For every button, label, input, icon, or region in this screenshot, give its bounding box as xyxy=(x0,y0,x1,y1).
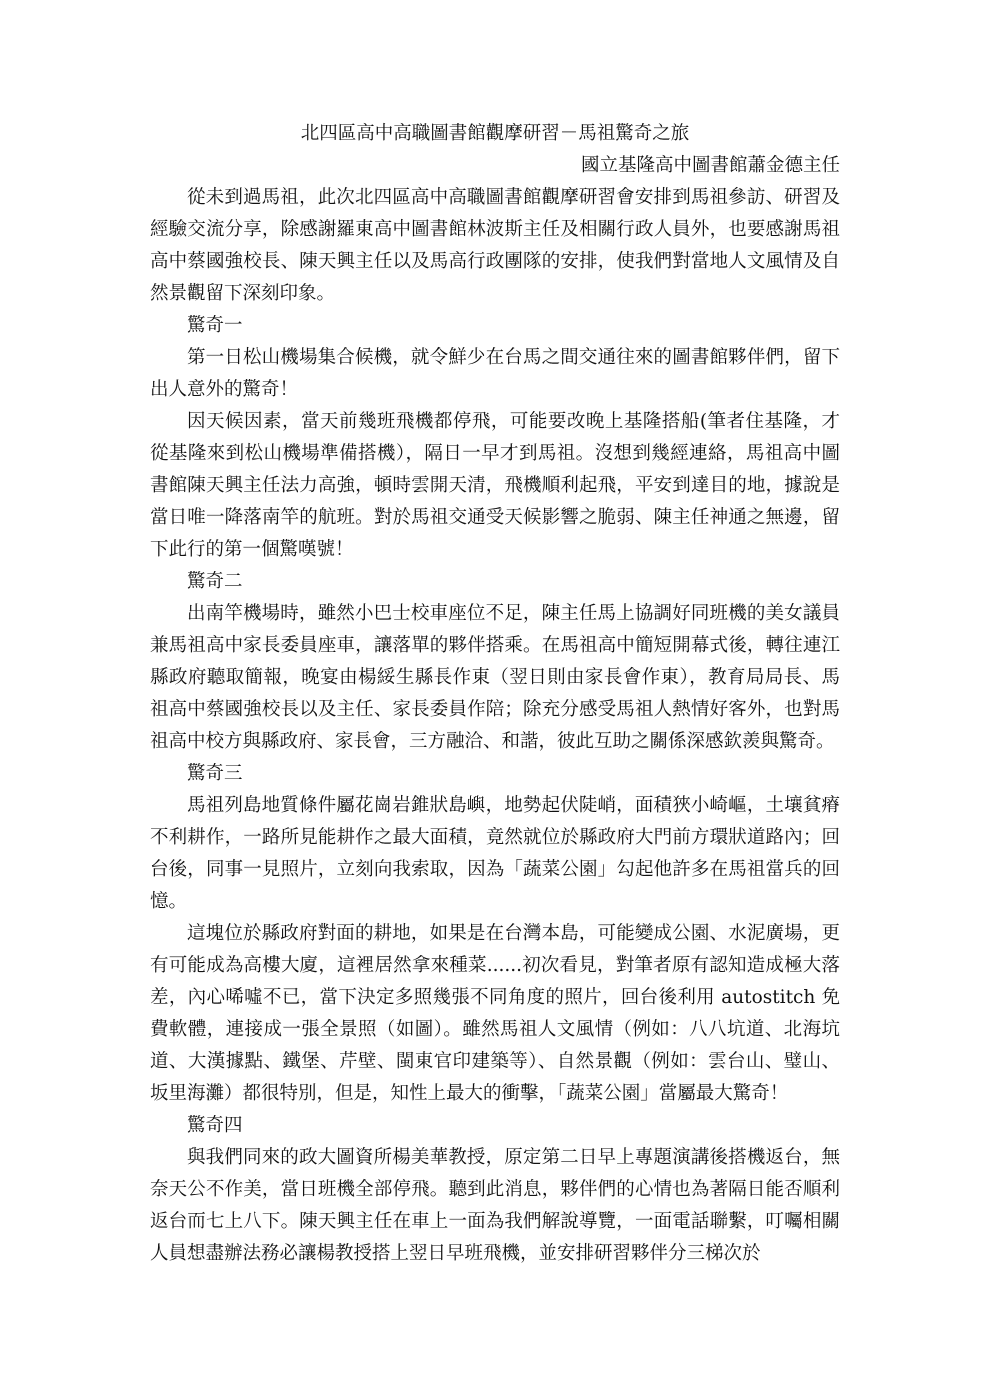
section-3-paragraph-2: 這塊位於縣政府對面的耕地，如果是在台灣本島，可能變成公園、水泥廣場，更有可能成為高樓大廈，這裡居然拿來種菜......初次看見，對筆者原有認知造成極大落差，內心唏噓不已，當下決定多照幾張不同角度的照片，回台後利用 autostitch 免費軟體，連接成一張全景照（如圖）。雖然馬祖人文風情（例如：八八坑道、北海坑道、大漢據點、鐵堡、芹壁、閩東官印建築等）、自然景觀（例如：雲台山、璧山、坂里海灘）都很特別，但是，知性上最大的衝擊，「蔬菜公園」當屬最大驚奇！ xyxy=(150,923,840,1104)
section-3-paragraph-1: 馬祖列島地質條件屬花崗岩錐狀島嶼，地勢起伏陡峭，面積狹小崎嶇，土壤貧瘠不利耕作，一路所見能耕作之最大面積，竟然就位於縣政府大門前方環狀道路內；回台後，同事一見照片，立刻向我索取，因為「蔬菜公園」勾起他許多在馬祖當兵的回憶。 xyxy=(150,795,840,912)
document-page xyxy=(150,118,840,1270)
section-1-paragraph-2: 因天候因素，當天前幾班飛機都停飛，可能要改晚上基隆搭船(筆者住基隆，才從基隆來到松山機場準備搭機），隔日一早才到馬祖。沒想到幾經連絡，馬祖高中圖書館陳天興主任法力高強，頓時雲開天清，飛機順利起飛，平安到達目的地，據說是當日唯一降落南竿的航班。對於馬祖交通受天候影響之脆弱、陳主任神通之無邊，留下此行的第一個驚嘆號！ xyxy=(150,411,840,560)
section-heading-1: 驚奇一 xyxy=(187,315,243,336)
section-2-paragraph-1: 出南竿機場時，雖然小巴士校車座位不足，陳主任馬上協調好同班機的美女議員兼馬祖高中家長委員座車，讓落單的夥伴搭乘。在馬祖高中簡短開幕式後，轉往連江縣政府聽取簡報，晚宴由楊綏生縣長作東（翌日則由家長會作東），教育局局長、馬祖高中蔡國強校長以及主任、家長委員作陪；除充分感受馬祖人熱情好客外，也對馬祖高中校方與縣政府、家長會，三方融洽、和諧，彼此互助之關係深感欽羨與驚奇。 xyxy=(150,603,840,752)
section-1-paragraph-1: 第一日松山機場集合候機，就令鮮少在台馬之間交通往來的圖書館夥伴們，留下出人意外的驚奇！ xyxy=(150,347,840,400)
author-line: 國立基隆高中圖書館蕭金德主任 xyxy=(580,155,840,176)
intro-paragraph: 從未到過馬祖，此次北四區高中高職圖書館觀摩研習會安排到馬祖參訪、研習及經驗交流分享，除感謝羅東高中圖書館林波斯主任及相關行政人員外，也要感謝馬祖高中蔡國強校長、陳天興主任以及馬高行政團隊的安排，使我們對當地人文風情及自然景觀留下深刻印象。 xyxy=(150,187,840,304)
document-title: 北四區高中高職圖書館觀摩研習－馬祖驚奇之旅 xyxy=(300,123,690,144)
section-heading-4: 驚奇四 xyxy=(187,1115,243,1136)
section-heading-3: 驚奇三 xyxy=(187,763,243,784)
section-heading-2: 驚奇二 xyxy=(187,571,243,592)
section-4-paragraph-1: 與我們同來的政大圖資所楊美華教授，原定第二日早上專題演講後搭機返台，無奈天公不作美，當日班機全部停飛。聽到此消息，夥伴們的心情也為著隔日能否順利返台而七上八下。陳天興主任在車上一面為我們解說導覽，一面電話聯繫，叮囑相關人員想盡辦法務必讓楊教授搭上翌日早班飛機，並安排研習夥伴分三梯次於 xyxy=(150,1147,840,1264)
